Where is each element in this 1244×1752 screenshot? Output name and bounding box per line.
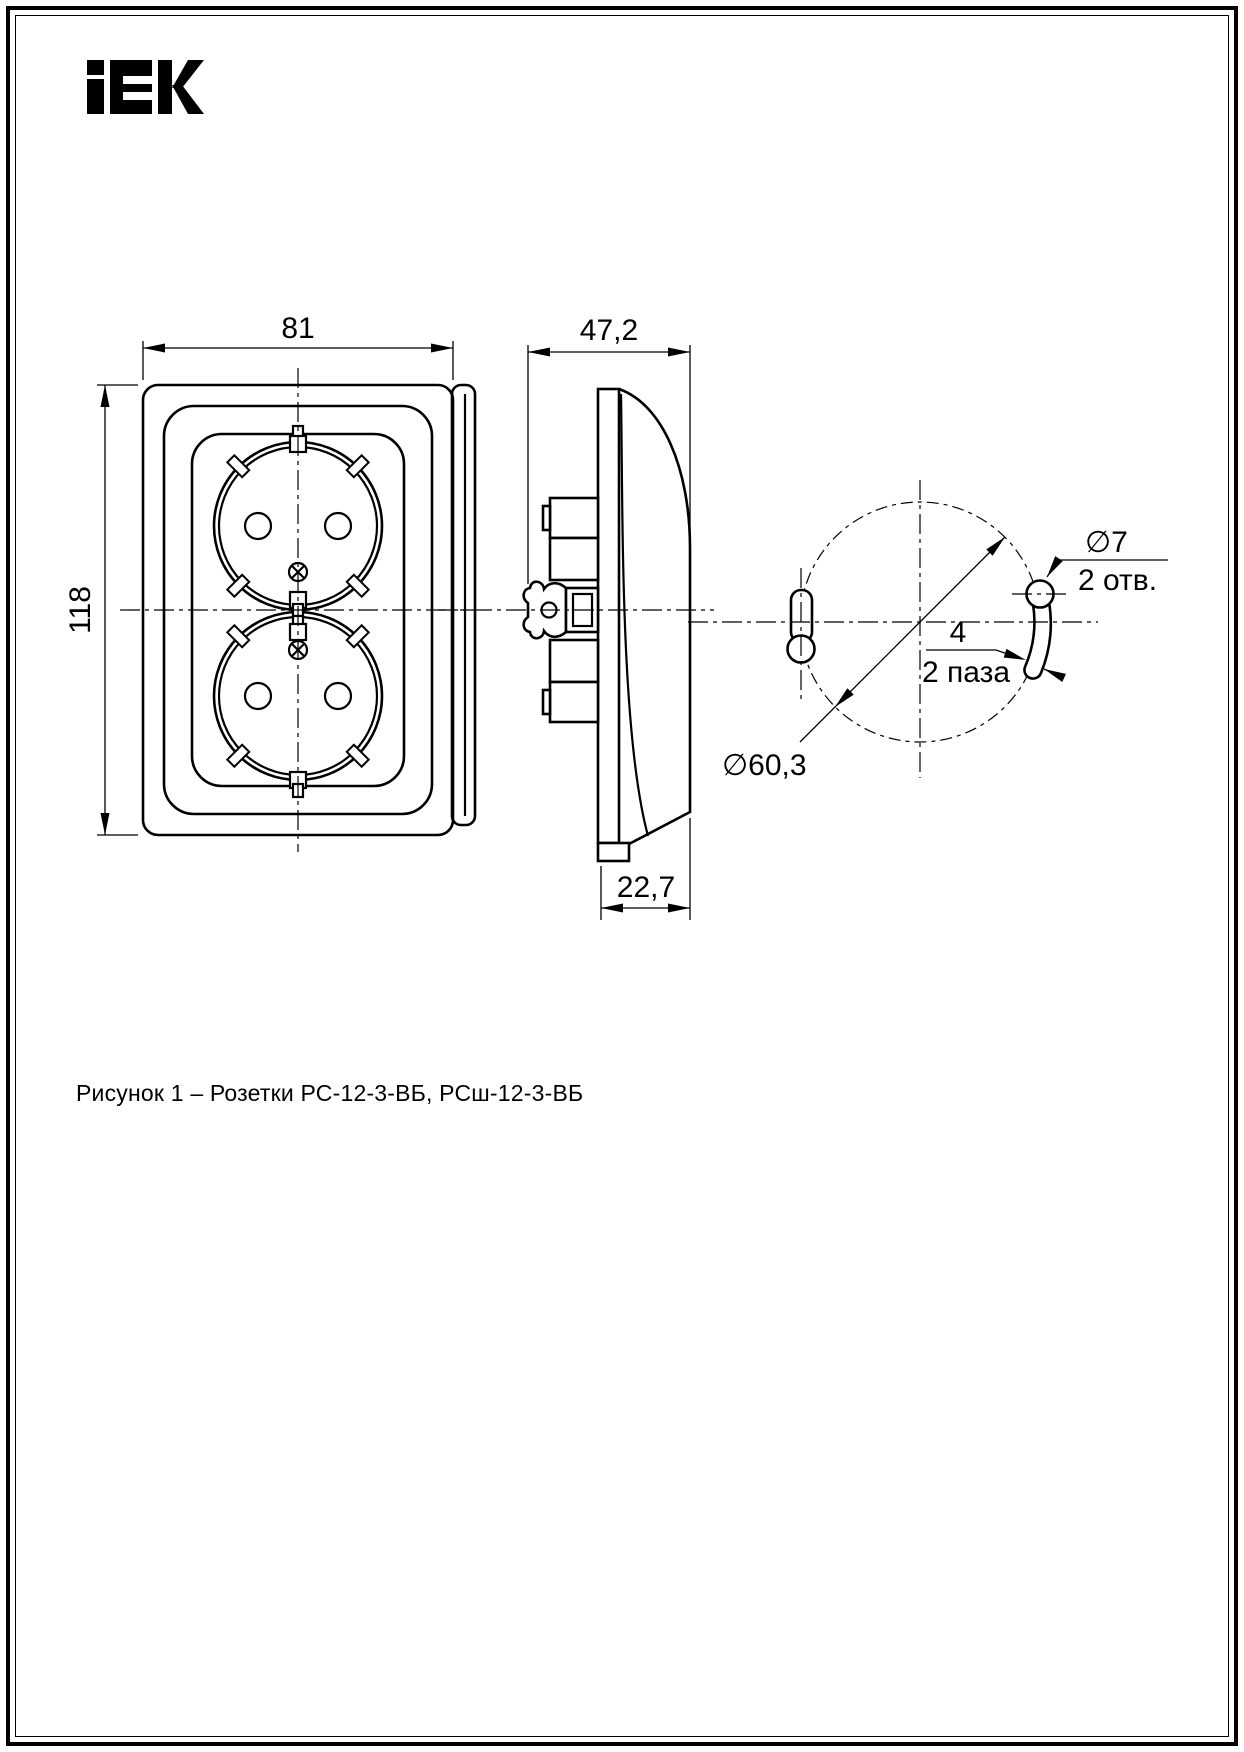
side-view bbox=[438, 314, 714, 920]
body-inner-profile bbox=[621, 394, 648, 836]
pin-hole bbox=[325, 683, 351, 709]
body-outer-profile bbox=[619, 389, 690, 844]
dim-depth-label: 47,2 bbox=[579, 314, 639, 347]
holes-count-label: 2 отв. bbox=[1078, 564, 1158, 597]
keyhole-slot-right bbox=[1024, 581, 1053, 679]
dim-rear-label: 22,7 bbox=[616, 871, 676, 904]
pin-hole bbox=[245, 513, 271, 539]
pin-hole bbox=[245, 683, 271, 709]
slot-width-label: 4 bbox=[949, 616, 967, 649]
callout-holes bbox=[1043, 526, 1168, 597]
body-foot bbox=[598, 843, 629, 861]
figure-caption: Рисунок 1 – Розетки РС-12-3-ВБ, РСш-12-3-ВБ bbox=[76, 1080, 584, 1106]
dim-width-label: 81 bbox=[281, 312, 315, 345]
mounting-plate-profile bbox=[598, 389, 619, 843]
cover-plate-profile bbox=[452, 385, 475, 825]
pin-hole bbox=[325, 513, 351, 539]
front-view bbox=[64, 312, 472, 852]
dim-bolt-circle-label: ∅60,3 bbox=[722, 749, 807, 782]
dim-height-label: 118 bbox=[64, 586, 97, 634]
mounting-hole-pattern bbox=[688, 480, 1168, 782]
hole-dia-label: ∅7 bbox=[1085, 526, 1128, 559]
slots-count-label: 2 паза bbox=[922, 656, 1011, 689]
